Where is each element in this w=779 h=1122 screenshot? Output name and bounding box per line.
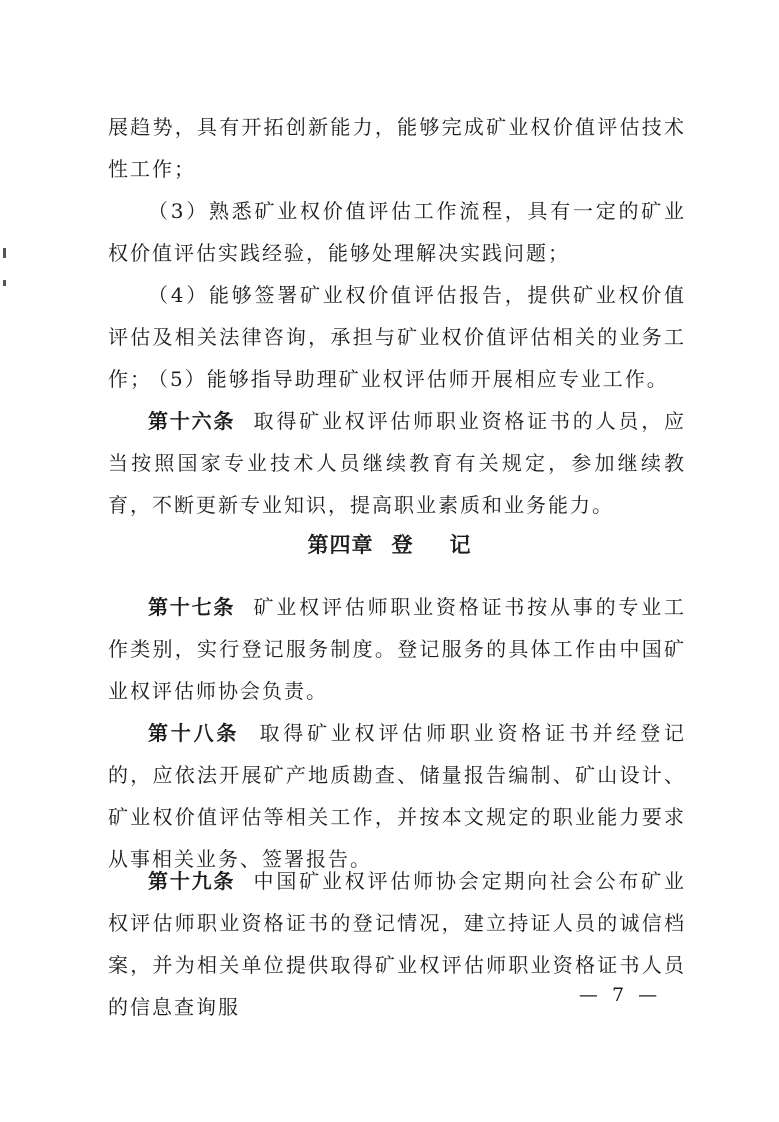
article-19-text: 中国矿业权评估师协会定期向社会公布矿业权评估师职业资格证书的登记情况，建立持证人员的诚信档案，并为相关单位提供取得矿业权评估师职业资格证书人员的信息查询服	[108, 869, 687, 1019]
paragraph-item-5: （5）能够指导助理矿业权评估师开展相应专业工作。	[148, 367, 669, 391]
chapter-heading	[0, 524, 779, 566]
chapter-title-part-2: 记	[449, 533, 472, 557]
article-16-label: 第十六条	[148, 409, 236, 433]
article-18-text: 取得矿业权评估师职业资格证书并经登记的，应依法开展矿产地质勘查、储量报告编制、矿山设计、矿业权价值评估等相关工作，并按本文规定的职业能力要求从事相关业务、签署报告。	[108, 721, 687, 871]
article-17	[108, 586, 686, 712]
paragraph-continuation: 展趋势，具有开拓创新能力，能够完成矿业权价值评估技术性工作；	[108, 115, 686, 181]
article-18	[108, 712, 686, 880]
scan-edge-mark	[3, 248, 6, 258]
page-number: — 7 —	[578, 984, 662, 1006]
article-16	[108, 400, 686, 526]
paragraph-item-4: （4）能够签署矿业权价值评估报告，提供矿业权价值评估及相关法律咨询，承担与矿业权价值评估相关的业务工作；	[108, 283, 686, 391]
paragraph-item-3: （3）熟悉矿业权价值评估工作流程，具有一定的矿业权价值评估实践经验，能够处理解决实践问题；	[108, 199, 686, 265]
article-17-text: 矿业权评估师职业资格证书按从事的专业工作类别，实行登记服务制度。登记服务的具体工作由中国矿业权评估师协会负责。	[108, 595, 687, 703]
article-17-label: 第十七条	[148, 595, 236, 619]
article-16-text: 取得矿业权评估师职业资格证书的人员，应当按照国家专业技术人员继续教育有关规定，参加继续教育，不断更新专业知识，提高职业素质和业务能力。	[108, 409, 687, 517]
scan-edge-mark	[3, 280, 6, 286]
article-18-label: 第十八条	[148, 721, 240, 745]
chapter-title-part-1: 登	[391, 533, 414, 557]
chapter-number: 第四章	[307, 533, 374, 557]
article-19-label: 第十九条	[148, 869, 236, 893]
